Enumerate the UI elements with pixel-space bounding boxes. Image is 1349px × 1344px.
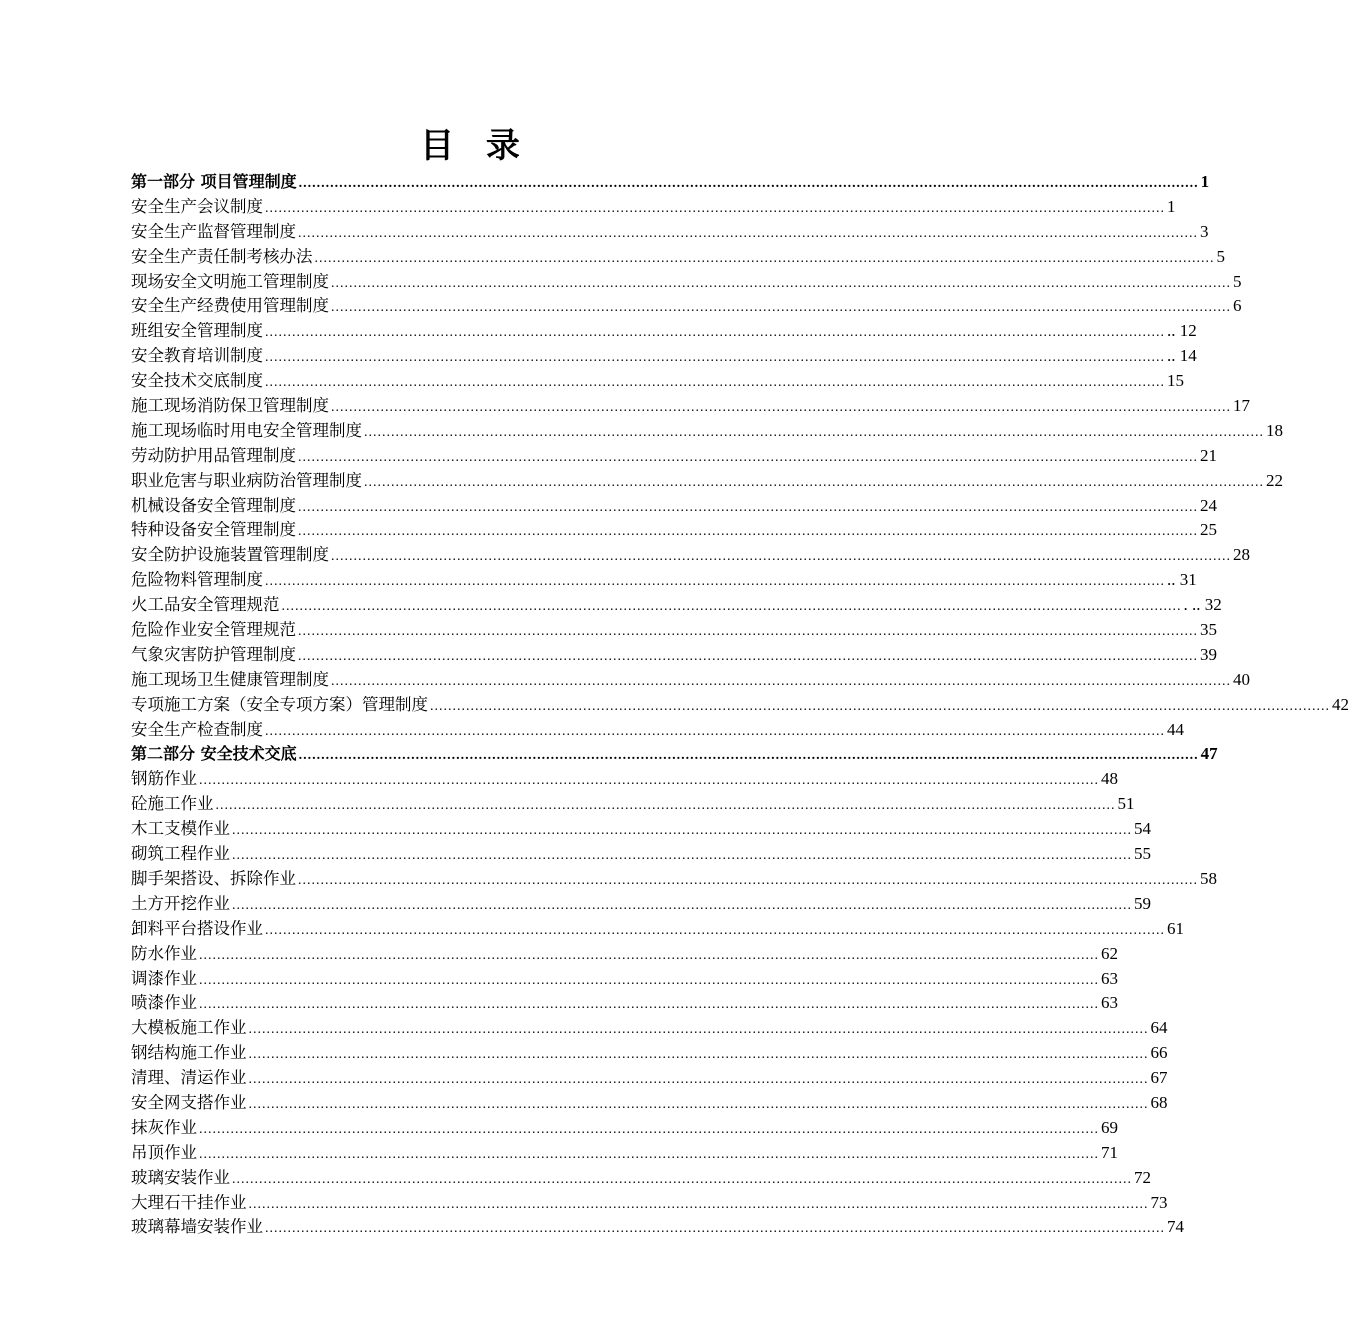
toc-entry-label: 安全生产检查制度 — [131, 719, 263, 739]
toc-entry[interactable] — [131, 643, 1217, 668]
dot-leader: ........................................................................................................................................................................................................ — [248, 1047, 1149, 1063]
toc-entry-label: 劳动防护用品管理制度 — [131, 445, 296, 465]
toc-entry-label: 施工现场临时用电安全管理制度 — [131, 420, 362, 440]
toc-entry-page: 55 — [1134, 844, 1151, 864]
toc-entry-page: 71 — [1101, 1142, 1118, 1162]
toc-entry-page: 66 — [1150, 1043, 1168, 1063]
dot-leader: ........................................................................................................................................................................................................ — [265, 375, 1165, 391]
toc-entry-label: 火工品安全管理规范 — [131, 595, 280, 615]
toc-entry-label: 危险物料管理制度 — [131, 570, 263, 590]
toc-entry[interactable] — [131, 967, 1118, 992]
toc-entry-page: 74 — [1167, 1217, 1184, 1237]
toc-entry-page: 72 — [1134, 1167, 1151, 1187]
toc-entry[interactable] — [131, 1166, 1151, 1191]
toc-entry-label: 喷漆作业 — [131, 993, 197, 1013]
toc-entry[interactable] — [131, 444, 1217, 469]
toc-entry[interactable] — [131, 693, 1349, 718]
toc-entry-page: 40 — [1233, 669, 1250, 689]
table-of-contents — [131, 170, 1349, 1240]
toc-entry-label: 安全生产会议制度 — [131, 196, 263, 216]
toc-entry-label: 清理、清运作业 — [131, 1068, 247, 1088]
toc-entry[interactable] — [131, 1041, 1168, 1066]
toc-entry-label: 施工现场卫生健康管理制度 — [131, 669, 329, 689]
toc-entry[interactable] — [131, 1215, 1184, 1240]
toc-entry[interactable] — [131, 369, 1184, 394]
toc-entry-label: 第二部分 安全技术交底 — [131, 744, 297, 764]
toc-entry[interactable] — [131, 195, 1176, 220]
toc-entry-page: 28 — [1233, 545, 1250, 565]
toc-entry-page: 47 — [1200, 744, 1218, 764]
toc-entry-label: 防水作业 — [131, 943, 197, 963]
toc-entry-page: 1 — [1167, 196, 1176, 216]
toc-entry[interactable] — [131, 1016, 1168, 1041]
toc-entry-page: 73 — [1150, 1192, 1168, 1212]
dot-leader: ........................................................................................................................................................................................................ — [298, 225, 1198, 241]
toc-entry-page: 63 — [1101, 993, 1118, 1013]
dot-leader: ........................................................................................................................................................................................................ — [248, 1072, 1149, 1088]
toc-entry-page: 62 — [1101, 943, 1118, 963]
toc-entry[interactable] — [131, 892, 1151, 917]
toc-entry-page: 24 — [1200, 495, 1217, 515]
dot-leader: ........................................................................................................................................................................................................ — [199, 972, 1099, 988]
dot-leader: ........................................................................................................................................................................................................ — [265, 325, 1165, 341]
toc-entry-label: 吊顶作业 — [131, 1142, 197, 1162]
toc-entry-label: 职业危害与职业病防治管理制度 — [131, 470, 362, 490]
page-title: 目 录 — [420, 126, 530, 166]
dot-leader: ........................................................................................................................................................................................................ — [265, 350, 1165, 366]
dot-leader: ........................................................................................................................................................................................................ — [298, 872, 1198, 888]
toc-entry-label: 现场安全文明施工管理制度 — [131, 271, 329, 291]
toc-entry[interactable] — [131, 319, 1197, 344]
dot-leader: ........................................................................................................................................................................................................ — [199, 997, 1099, 1013]
dot-leader: ........................................................................................................................................................................................................ — [298, 648, 1198, 664]
toc-entry-page: 69 — [1101, 1117, 1118, 1137]
dot-leader: ........................................................................................................................................................................................................ — [199, 1121, 1099, 1137]
toc-entry-page: .. 31 — [1167, 570, 1197, 590]
dot-leader: ........................................................................................................................................................................................................ — [298, 499, 1198, 515]
toc-entry[interactable] — [131, 469, 1283, 494]
toc-entry[interactable] — [131, 867, 1217, 892]
dot-leader: ........................................................................................................................................................................................................ — [265, 723, 1165, 739]
toc-entry-page: 61 — [1167, 918, 1184, 938]
toc-entry-page: 6 — [1233, 296, 1242, 316]
toc-entry-page: .. 14 — [1167, 346, 1197, 366]
toc-entry-page: 5 — [1216, 246, 1225, 266]
toc-entry-label: 调漆作业 — [131, 968, 197, 988]
dot-leader: ........................................................................................................................................................................................................ — [232, 848, 1132, 864]
toc-entry[interactable] — [131, 1091, 1168, 1116]
toc-entry[interactable] — [131, 568, 1197, 593]
toc-entry-page: 51 — [1117, 794, 1135, 814]
toc-entry[interactable] — [131, 718, 1184, 743]
toc-entry-label: 砌筑工程作业 — [131, 844, 230, 864]
toc-entry-label: 玻璃安装作业 — [131, 1167, 230, 1187]
toc-entry[interactable] — [131, 220, 1209, 245]
dot-leader: ........................................................................................................................................................................................................ — [232, 897, 1132, 913]
toc-entry-page: 48 — [1101, 769, 1118, 789]
toc-entry[interactable] — [131, 1066, 1168, 1091]
toc-entry-page: .. 12 — [1167, 321, 1197, 341]
toc-entry-label: 特种设备安全管理制度 — [131, 520, 296, 540]
toc-entry-label: 抹灰作业 — [131, 1117, 197, 1137]
toc-entry[interactable] — [131, 419, 1283, 444]
toc-entry[interactable] — [131, 270, 1242, 295]
toc-entry[interactable] — [131, 294, 1242, 319]
toc-entry-label: 第一部分 项目管理制度 — [131, 172, 297, 191]
dot-leader: ........................................................................................................................................................................................................ — [215, 798, 1116, 814]
toc-entry-label: 钢结构施工作业 — [131, 1043, 247, 1063]
dot-leader: ........................................................................................................................................................................................................ — [281, 599, 1182, 615]
dot-leader: ........................................................................................................................................................................................................ — [331, 275, 1231, 291]
dot-leader: ........................................................................................................................................................................................................ — [199, 947, 1099, 963]
toc-entry-page: 18 — [1266, 420, 1283, 440]
dot-leader: ........................................................................................................................................................................................................ — [364, 474, 1264, 490]
dot-leader: ........................................................................................................................................................................................................ — [430, 698, 1330, 714]
toc-entry[interactable] — [131, 494, 1217, 519]
dot-leader: ........................................................................................................................................................................................................ — [265, 1221, 1165, 1237]
dot-leader: ........................................................................................................................................................................................................ — [364, 424, 1264, 440]
toc-entry-page: 64 — [1150, 1018, 1168, 1038]
toc-entry-label: 安全生产经费使用管理制度 — [131, 296, 329, 316]
toc-entry-label: 卸料平台搭设作业 — [131, 918, 263, 938]
toc-entry-page: 63 — [1101, 968, 1118, 988]
toc-entry-label: 钢筋作业 — [131, 769, 197, 789]
dot-leader: ........................................................................................................................................................................................................ — [265, 574, 1165, 590]
toc-entry-page: 21 — [1200, 445, 1217, 465]
toc-entry[interactable] — [131, 394, 1250, 419]
dot-leader: ........................................................................................................................................................................................................ — [298, 449, 1198, 465]
toc-entry-label: 安全技术交底制度 — [131, 371, 263, 391]
toc-entry-label: 安全生产监督管理制度 — [131, 221, 296, 241]
dot-leader: ........................................................................................................................................................................................................ — [232, 1171, 1132, 1187]
dot-leader: ........................................................................................................................................................................................................ — [232, 823, 1132, 839]
dot-leader: ........................................................................................................................................................................................................ — [331, 300, 1231, 316]
toc-part-heading[interactable] — [131, 170, 1210, 195]
toc-entry-label: 大模板施工作业 — [131, 1018, 247, 1038]
dot-leader: ........................................................................................................................................................................................................ — [298, 748, 1199, 764]
toc-entry-label: 木工支模作业 — [131, 819, 230, 839]
toc-entry-page: 58 — [1200, 868, 1217, 888]
toc-entry[interactable] — [131, 1141, 1118, 1166]
toc-entry-label: 安全生产责任制考核办法 — [131, 246, 313, 266]
dot-leader: ........................................................................................................................................................................................................ — [314, 250, 1215, 266]
toc-entry-page: 44 — [1167, 719, 1184, 739]
toc-entry-page: 59 — [1134, 893, 1151, 913]
toc-entry-label: 砼施工作业 — [131, 794, 214, 814]
dot-leader: ........................................................................................................................................................................................................ — [298, 524, 1198, 540]
toc-part-heading[interactable] — [131, 742, 1218, 767]
toc-entry[interactable] — [131, 245, 1225, 270]
toc-entry-page: 39 — [1200, 644, 1217, 664]
toc-entry-page: 68 — [1150, 1092, 1168, 1112]
toc-entry-label: 土方开挖作业 — [131, 893, 230, 913]
toc-entry[interactable] — [131, 593, 1222, 618]
toc-entry[interactable] — [131, 792, 1135, 817]
dot-leader: ........................................................................................................................................................................................................ — [248, 1196, 1149, 1212]
toc-entry-label: 大理石干挂作业 — [131, 1192, 247, 1212]
toc-entry[interactable] — [131, 668, 1250, 693]
toc-entry-label: 危险作业安全管理规范 — [131, 620, 296, 640]
toc-entry[interactable] — [131, 942, 1118, 967]
toc-entry-page: 22 — [1266, 470, 1283, 490]
toc-entry[interactable] — [131, 991, 1118, 1016]
dot-leader: ........................................................................................................................................................................................................ — [265, 200, 1165, 216]
toc-entry-page: 35 — [1200, 620, 1217, 640]
toc-entry-label: 施工现场消防保卫管理制度 — [131, 396, 329, 416]
toc-entry-page: 67 — [1150, 1068, 1168, 1088]
dot-leader: ........................................................................................................................................................................................................ — [298, 624, 1198, 640]
toc-entry-page: 54 — [1134, 819, 1151, 839]
toc-entry-label: 气象灾害防护管理制度 — [131, 644, 296, 664]
dot-leader: ........................................................................................................................................................................................................ — [248, 1096, 1149, 1112]
dot-leader: ........................................................................................................................................................................................................ — [199, 773, 1099, 789]
toc-entry-label: 脚手架搭设、拆除作业 — [131, 868, 296, 888]
toc-entry[interactable] — [131, 817, 1151, 842]
toc-entry-page: 1 — [1200, 172, 1210, 191]
toc-entry-label: 安全防护设施装置管理制度 — [131, 545, 329, 565]
toc-entry-page: 42 — [1332, 694, 1349, 714]
toc-entry[interactable] — [131, 842, 1151, 867]
dot-leader: ........................................................................................................................................................................................................ — [248, 1022, 1149, 1038]
toc-entry[interactable] — [131, 618, 1217, 643]
toc-entry-label: 专项施工方案（安全专项方案）管理制度 — [131, 694, 428, 714]
dot-leader: ........................................................................................................................................................................................................ — [265, 922, 1165, 938]
toc-entry[interactable] — [131, 1191, 1168, 1216]
toc-entry-page: 5 — [1233, 271, 1242, 291]
toc-entry-label: 安全网支搭作业 — [131, 1092, 247, 1112]
toc-entry-page: 3 — [1200, 221, 1209, 241]
toc-entry[interactable] — [131, 917, 1184, 942]
toc-entry[interactable] — [131, 518, 1217, 543]
toc-entry-page: 17 — [1233, 396, 1250, 416]
dot-leader: ........................................................................................................................................................................................................ — [331, 673, 1231, 689]
toc-entry[interactable] — [131, 1116, 1118, 1141]
dot-leader: ........................................................................................................................................................................................................ — [298, 176, 1199, 191]
toc-entry-label: 机械设备安全管理制度 — [131, 495, 296, 515]
toc-entry-label: 班组安全管理制度 — [131, 321, 263, 341]
toc-entry[interactable] — [131, 344, 1197, 369]
dot-leader: ........................................................................................................................................................................................................ — [331, 400, 1231, 416]
toc-entry-label: 玻璃幕墙安装作业 — [131, 1217, 263, 1237]
dot-leader: ........................................................................................................................................................................................................ — [331, 549, 1231, 565]
toc-entry-label: 安全教育培训制度 — [131, 346, 263, 366]
toc-entry-page: 25 — [1200, 520, 1217, 540]
toc-entry-page: . .. 32 — [1183, 595, 1222, 615]
toc-entry-page: 15 — [1167, 371, 1184, 391]
toc-entry[interactable] — [131, 543, 1250, 568]
toc-entry[interactable] — [131, 767, 1118, 792]
dot-leader: ........................................................................................................................................................................................................ — [199, 1146, 1099, 1162]
